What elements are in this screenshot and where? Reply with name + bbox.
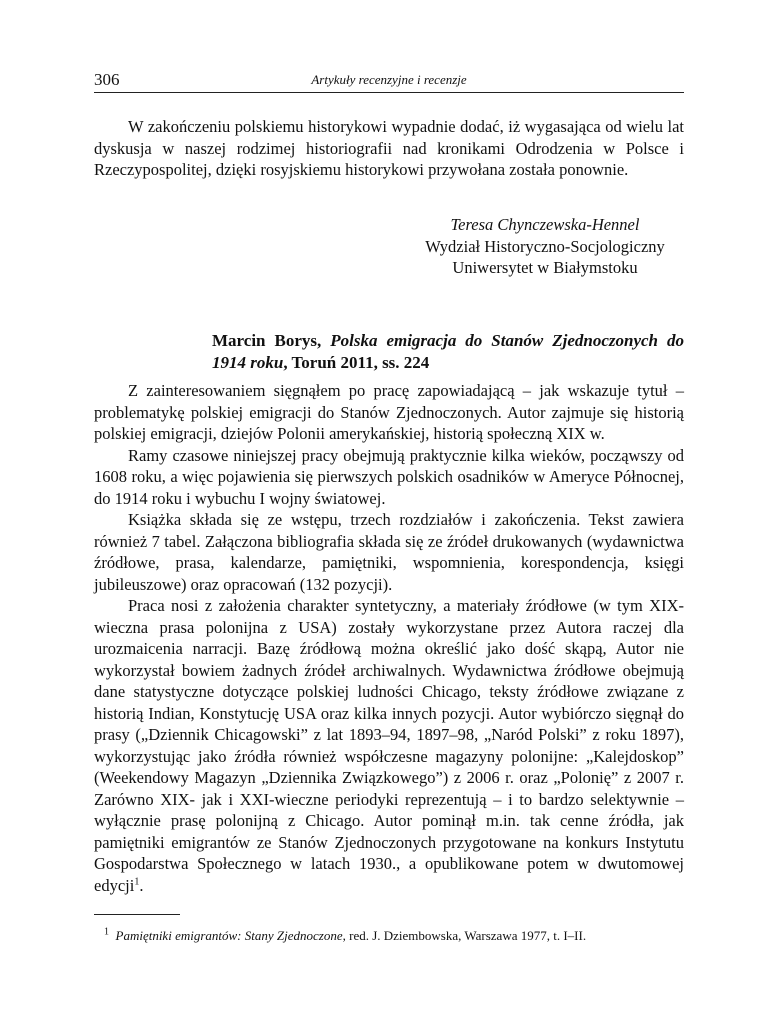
footnote-reference[interactable]: 1 [134, 876, 140, 887]
footnote [104, 928, 704, 944]
review-paragraph-text: Praca nosi z założenia charakter syntetyczny, a materiały źródłowe (w tym XIX-wieczna prasa polonijna z USA) zostały wykorzystane przez Autora raczej dla urozmaicenia narracji. Bazę źródłową można określić jako dość skąpą, Autor nie wykorzystał bowiem żadnych źródeł archiwalnych. Wydawnictwa źródłowe obejmują dane statystyczne dotyczące polskiej ludności Chicago, teksty źródłowe związane z historią Indian, Konstytucję USA oraz kilka innych pozycji. Autor wybiórczo sięgnął do prasy („Dziennik Chicagowski” z lat 1893–94, 1897–98, „Naród Polski” z roku 1897), wykorzystując jako źródła również współczesne magazyny polonijne: „Kalejdoskop” (Weekendowy Magazyn „Dziennika Związkowego”) z 2006 r. oraz „Polonię” z 2007 r. Zarówno XIX- jak i XXI-wieczne periodyki reprezentują – i to bardzo selektywnie – wyłącznie prasę polonijną z Chicago. Autor pominął m.in. tak cenne źródła, jak pamiętniki emigrantów ze Stanów Zjednoczonych przygotowane na konkurs Instytutu Gospodarstwa Społecznego w latach 1930., a opublikowane potem w dwutomowej edycji [94, 596, 684, 895]
footnote-title: Pamiętniki emigrantów: Stany Zjednoczone [115, 928, 343, 943]
running-title: Artykuły recenzyjne i recenzje [311, 72, 467, 87]
previous-review-ending [94, 116, 684, 181]
reviewer-name: Teresa Chynczewska-Hennel [450, 215, 640, 234]
footnote-divider [94, 914, 180, 915]
reviewer-university: Uniwersytet w Białymstoku [452, 258, 638, 277]
review-paragraph: Ramy czasowe niniejszej pracy obejmują praktycznie kilka wieków, począwszy od 1608 roku, a więc pojawienia się pierwszych polskich osadników w Ameryce Północnej, do 1914 roku i wybuchu I wojny światowej. [94, 445, 684, 508]
footnote-marker: 1 [104, 926, 109, 938]
reviewer-signature [380, 214, 710, 279]
review-heading [212, 330, 684, 374]
review-body [94, 380, 684, 896]
footnote-details: , red. J. Dziembowska, Warszawa 1977, t. I–II. [342, 928, 587, 943]
reviewer-faculty: Wydział Historyczno-Socjologiczny [425, 236, 665, 256]
page-number: 306 [94, 70, 120, 89]
review-paragraph: Praca nosi z założenia charakter syntetyczny, a materiały źródłowe (w tym XIX-wieczna prasa polonijna z USA) zostały wykorzystane przez Autora raczej dla urozmaicenia narracji. Bazę źródłową można określić jako dość skąpą, Autor nie wykorzystał bowiem żadnych źródeł archiwalnych. Wydawnictwa źródłowe obejmują dane statystyczne dotyczące polskiej ludności Chicago, teksty źródłowe związane z historią Indian, Konstytucję USA oraz kilka innych pozycji. Autor wybiórczo sięgnął do prasy („Dziennik Chicagowski” z lat 1893–94, 1897–98, „Naród Polski” z roku 1897), wykorzystując jako źródła również współczesne magazyny polonijne: „Kalejdoskop” (Weekendowy Magazyn „Dziennika Związkowego”) z 2006 r. oraz „Polonię” z 2007 r. Zarówno XIX- jak i XXI-wieczne periodyki reprezentują – i to bardzo selektywnie – wyłącznie prasę polonijną z Chicago. Autor pominął m.in. tak cenne źródła, jak pamiętniki emigrantów ze Stanów Zjednoczonych przygotowane na konkurs Instytutu Gospodarstwa Społecznego w latach 1930., a opublikowane potem w dwutomowej edycji$^1$. [94, 596, 684, 895]
review-paragraph: Z zainteresowaniem sięgnąłem po pracę zapowiadającą – jak wskazuje tytuł – problematykę polskiej emigracji do Stanów Zjednoczonych. Autor zajmuje się historią polskiej emigracji, dziejów Polonii amerykańskiej, historią społeczną XIX w. [94, 381, 684, 443]
book-title: Polska emigracja do Stanów Zjednoczonych do 1914 roku [212, 331, 684, 372]
page-header [94, 70, 684, 93]
book-publication: , Toruń 2011, ss. 224 [283, 353, 430, 372]
book-author: Marcin Borys, [212, 331, 322, 350]
closing-paragraph: W zakończeniu polskiemu historykowi wypadnie dodać, iż wygasająca od wielu lat dyskusja w naszej rodzimej historiografii nad kronikami Odrodzenia w Polsce i Rzeczypospolitej, dzięki rosyjskiemu historykowi przywołana została ponownie. [94, 117, 684, 179]
review-paragraph: Książka składa się ze wstępu, trzech rozdziałów i zakończenia. Tekst zawiera również 7 tabel. Załączona bibliografia składa się ze źródeł drukowanych (wydawnictwa źródłowe, prasa, kalendarze, pamiętniki, wspomnienia, korespondencja, księgi jubileuszowe) oraz opracowań (132 pozycji). [94, 510, 684, 594]
